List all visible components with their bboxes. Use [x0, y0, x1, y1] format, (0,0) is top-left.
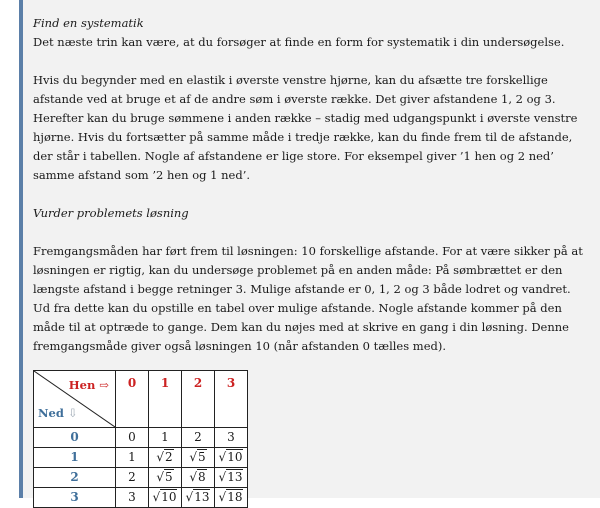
- sqrt-symbol: √: [189, 450, 197, 464]
- table-cell: [182, 468, 215, 488]
- table-cell: [215, 448, 248, 468]
- sqrt-symbol: √: [156, 450, 164, 464]
- radicand: 13: [194, 490, 210, 504]
- radicand: 13: [227, 470, 243, 484]
- radicand: 5: [198, 450, 206, 464]
- table-cell: [149, 488, 182, 508]
- paragraph-intro: Det næste trin kan være, at du forsøger at finde en form for systematik i din undersøgelse.: [33, 35, 565, 49]
- sqrt-value: [219, 469, 244, 484]
- sqrt-symbol: √: [218, 490, 227, 504]
- table-cell: [215, 488, 248, 508]
- col-header-1: 1: [149, 371, 182, 428]
- table-cell: 2: [116, 468, 149, 488]
- table-cell: 1: [116, 448, 149, 468]
- radicand: 2: [165, 450, 173, 464]
- radicand: 18: [227, 490, 243, 504]
- sqrt-value: [153, 489, 178, 504]
- sqrt-symbol: √: [152, 490, 161, 504]
- table-cell: [182, 488, 215, 508]
- table-row: [34, 428, 248, 448]
- table-cell: [182, 448, 215, 468]
- sqrt-value: [189, 449, 206, 464]
- distance-table: [33, 370, 248, 508]
- row-header: 1: [34, 448, 116, 468]
- row-header: 0: [34, 428, 116, 448]
- hen-label: Hen ⇨: [68, 378, 109, 392]
- ned-label: Ned ⇩: [38, 406, 78, 420]
- sqrt-value: [186, 489, 211, 504]
- radicand: 10: [227, 450, 243, 464]
- table-cell: 3: [215, 428, 248, 448]
- table-row: [34, 488, 248, 508]
- sqrt-symbol: √: [185, 490, 194, 504]
- sqrt-symbol: √: [189, 470, 197, 484]
- table-header-row: [34, 371, 248, 428]
- col-header-3: 3: [215, 371, 248, 428]
- col-header-0: 0: [116, 371, 149, 428]
- paragraph-solution: Fremgangsmåden har ført frem til løsningen: 10 forskellige afstande. For at være sikker på at løsningen er rigtig, kan du undersøge problemet på en anden måde: På sømbrættet er den længste afstand i begge retninger 3. Mulige afstande er 0, 1, 2 og 3 både lodret og vandret. Ud fra dette kan du opstille en tabel over mulige afstande. Nogle afstande kommer på den måde til at optræde to gange. Dem kan du nøjes med at skrive en gang i din løsning. Denne fremgangsmåde giver også løsningen 10 (når afstanden 0 tælles med).: [33, 244, 583, 353]
- col-header-2: 2: [182, 371, 215, 428]
- content-panel: [19, 0, 600, 504]
- sqrt-symbol: √: [218, 450, 227, 464]
- section-heading-vurder: Vurder problemets løsning: [33, 206, 189, 220]
- row-header: 3: [34, 488, 116, 508]
- sqrt-value: [219, 489, 244, 504]
- table-cell: [215, 468, 248, 488]
- row-header: 2: [34, 468, 116, 488]
- table-row: [34, 448, 248, 468]
- paragraph-method: Hvis du begynder med en elastik i øverste venstre hjørne, kan du afsætte tre forskellige afstande ved at bruge et af de andre søm i øverste række. Det giver afstandene 1, 2 og 3. Herefter kan du bruge sømmene i anden række – stadig med udgangspunkt i øverste venstre hjørne. Hvis du fortsætter på samme måde i tredje række, kan du finde frem til de afstande, der står i tabellen. Nogle af afstandene er lige store. For eksempel giver ’1 hen og 2 ned’ samme afstand som ’2 hen og 1 ned’.: [33, 73, 578, 182]
- radicand: 10: [161, 490, 177, 504]
- table-cell: 0: [116, 428, 149, 448]
- section-heading-systematik: Find en systematik: [33, 16, 144, 30]
- sqrt-value: [189, 469, 206, 484]
- table-cell: [149, 448, 182, 468]
- table-row: [34, 468, 248, 488]
- radicand: 8: [198, 470, 206, 484]
- sqrt-value: [156, 449, 173, 464]
- sqrt-value: [156, 469, 173, 484]
- right-arrow-icon: ⇨: [99, 378, 109, 392]
- table-cell: 3: [116, 488, 149, 508]
- sqrt-value: [219, 449, 244, 464]
- table-corner-cell: [34, 371, 116, 428]
- table-cell: [149, 468, 182, 488]
- table-body: [34, 428, 248, 508]
- radicand: 5: [165, 470, 173, 484]
- sqrt-symbol: √: [156, 470, 164, 484]
- down-arrow-icon: ⇩: [67, 406, 78, 420]
- sqrt-symbol: √: [218, 470, 227, 484]
- table-cell: 2: [182, 428, 215, 448]
- table-cell: 1: [149, 428, 182, 448]
